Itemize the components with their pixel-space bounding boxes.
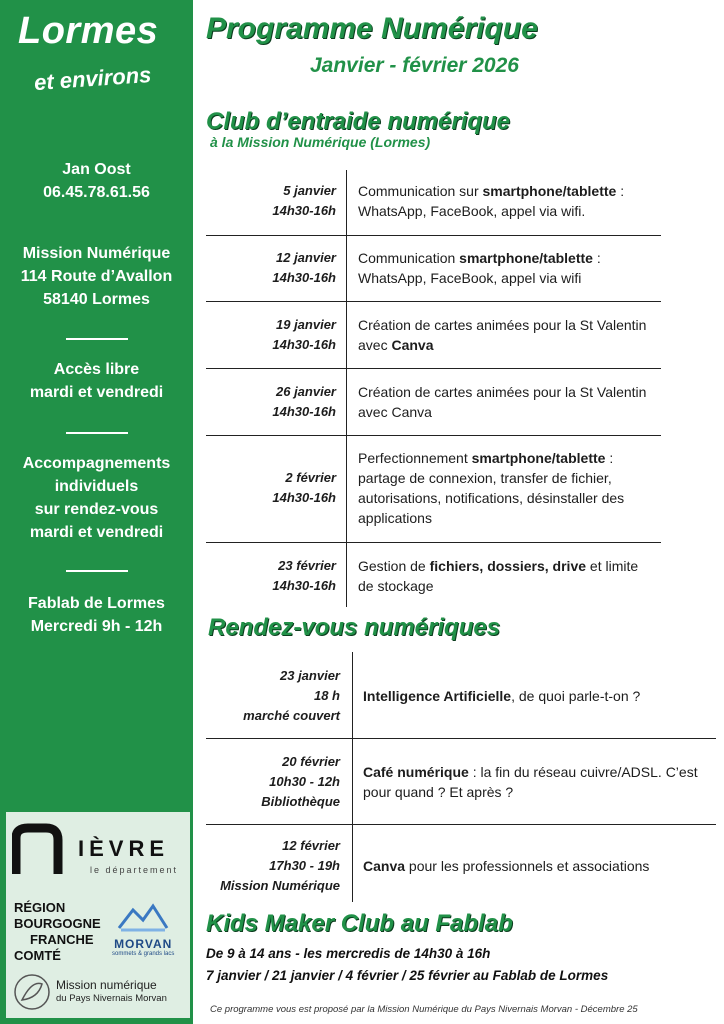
row-when (206, 836, 340, 896)
sidebar (0, 0, 193, 1024)
row-divider (206, 368, 661, 369)
row-time: 18 h (313, 688, 340, 703)
row-divider (206, 824, 716, 825)
fablab-block (0, 592, 193, 638)
access-line: Accès libre (53, 361, 140, 378)
region-logo-line: COMTÉ (14, 948, 61, 963)
divider (66, 338, 128, 340)
page-dates: Janvier - février 2026 (310, 54, 519, 77)
row-date: 23 février (278, 558, 336, 573)
address-line: 114 Route d’Avallon (20, 268, 173, 285)
row-description: Communication sur smartphone/tablette : WhatsApp, FaceBook, appel via wifi. (358, 183, 625, 219)
row-divider (206, 542, 661, 543)
address-line: Mission Numérique (22, 245, 171, 262)
morvan-logo (112, 902, 174, 957)
row-description: Perfectionnement smartphone/tablette : partage de connexion, transfer de fichier, autorisations, notifications, désinstaller des applications (358, 450, 625, 526)
row-description: Café numérique : la fin du réseau cuivre/ADSL. C’est pour quand ? Et après ? (363, 764, 698, 800)
mission-logo-line: du Pays Nivernais Morvan (56, 993, 167, 1004)
region-logo (14, 900, 101, 964)
row-divider (206, 435, 661, 436)
club-title: Club d’entraide numérique (206, 108, 511, 135)
footer-note: Ce programme vous est proposé par la Mission Numérique du Pays Nivernais Morvan - Décembre 25 (210, 1004, 638, 1015)
row-when (206, 752, 340, 812)
row-divider (206, 235, 661, 236)
row-date: 20 février (282, 754, 340, 769)
row-place: marché couvert (243, 708, 340, 723)
support-line: individuels (54, 478, 139, 495)
row-when (206, 248, 336, 288)
support-block (0, 452, 193, 544)
contact-block (0, 158, 193, 204)
row-place: Mission Numérique (220, 878, 340, 893)
mountains-icon (115, 902, 171, 932)
row-time: 14h30-16h (272, 337, 336, 352)
row-date: 23 janvier (280, 668, 340, 683)
row-date: 19 janvier (276, 317, 336, 332)
mission-leaf-icon (12, 972, 52, 1012)
row-description: Création de cartes animées pour la St Valentin avec Canva (358, 384, 647, 420)
fablab-line: Mercredi 9h - 12h (30, 618, 163, 635)
mission-logo-text (56, 978, 167, 1006)
support-line: mardi et vendredi (29, 524, 164, 541)
row-when (206, 556, 336, 596)
row-date: 26 janvier (276, 384, 336, 399)
access-block (0, 358, 193, 404)
page-title: Programme Numérique (206, 12, 538, 45)
brand-title: Lormes (18, 10, 159, 52)
brand-subtitle: et environs (33, 61, 153, 96)
row-description: Création de cartes animées pour la St Valentin avec Canva (358, 317, 647, 353)
row-time: 14h30-16h (272, 490, 336, 505)
row-place: Bibliothèque (261, 794, 340, 809)
partner-logos (6, 812, 190, 1018)
row-description: Canva pour les professionnels et associations (363, 858, 650, 874)
kids-title: Kids Maker Club au Fablab (206, 910, 513, 937)
row-description: Gestion de fichiers, dossiers, drive et limite de stockage (358, 558, 639, 594)
kids-dates: 7 janvier / 21 janvier / 4 février / 25 février au Fablab de Lormes (206, 968, 609, 983)
mission-logo-line: Mission numérique (56, 978, 157, 992)
row-date: 12 février (282, 838, 340, 853)
kids-details: De 9 à 14 ans - les mercredis de 14h30 à 16h (206, 946, 491, 961)
row-date: 5 janvier (283, 183, 336, 198)
row-divider (206, 738, 716, 739)
row-time: 14h30-16h (272, 404, 336, 419)
row-when (206, 666, 340, 726)
nievre-n-icon (12, 822, 76, 878)
row-when (206, 181, 336, 221)
nievre-logo-text: IÈVRE (78, 836, 170, 861)
row-time: 14h30-16h (272, 578, 336, 593)
row-time: 10h30 - 12h (269, 774, 340, 789)
row-time: 17h30 - 19h (269, 858, 340, 873)
contact-phone: 06.45.78.61.56 (43, 184, 150, 201)
row-description: Communication smartphone/tablette : WhatsApp, FaceBook, appel via wifi (358, 250, 601, 286)
row-date: 2 février (285, 470, 336, 485)
access-line: mardi et vendredi (29, 384, 164, 401)
row-time: 14h30-16h (272, 203, 336, 218)
divider (66, 570, 128, 572)
region-logo-line: RÉGION (14, 900, 66, 915)
nievre-logo-subtitle: le département (90, 865, 179, 875)
row-when (206, 468, 336, 508)
morvan-logo-subtitle: sommets & grands lacs (112, 951, 175, 957)
row-description: Intelligence Artificielle, de quoi parle-t-on ? (363, 688, 641, 704)
divider (66, 432, 128, 434)
row-when (206, 315, 336, 355)
row-time: 14h30-16h (272, 270, 336, 285)
support-line: Accompagnements (22, 455, 171, 472)
rdv-title: Rendez-vous numériques (208, 614, 501, 641)
address-block (0, 242, 193, 311)
row-divider (206, 301, 661, 302)
region-logo-line: BOURGOGNE (14, 916, 101, 931)
row-when (206, 382, 336, 422)
region-logo-line: FRANCHE (30, 932, 94, 947)
club-subtitle: à la Mission Numérique (Lormes) (210, 134, 431, 150)
morvan-logo-text: MORVAN (114, 937, 173, 951)
support-line: sur rendez-vous (34, 501, 159, 518)
address-line: 58140 Lormes (43, 291, 150, 308)
row-date: 12 janvier (276, 250, 336, 265)
table-divider (352, 652, 353, 902)
fablab-line: Fablab de Lormes (28, 595, 165, 612)
contact-name: Jan Oost (62, 161, 131, 178)
